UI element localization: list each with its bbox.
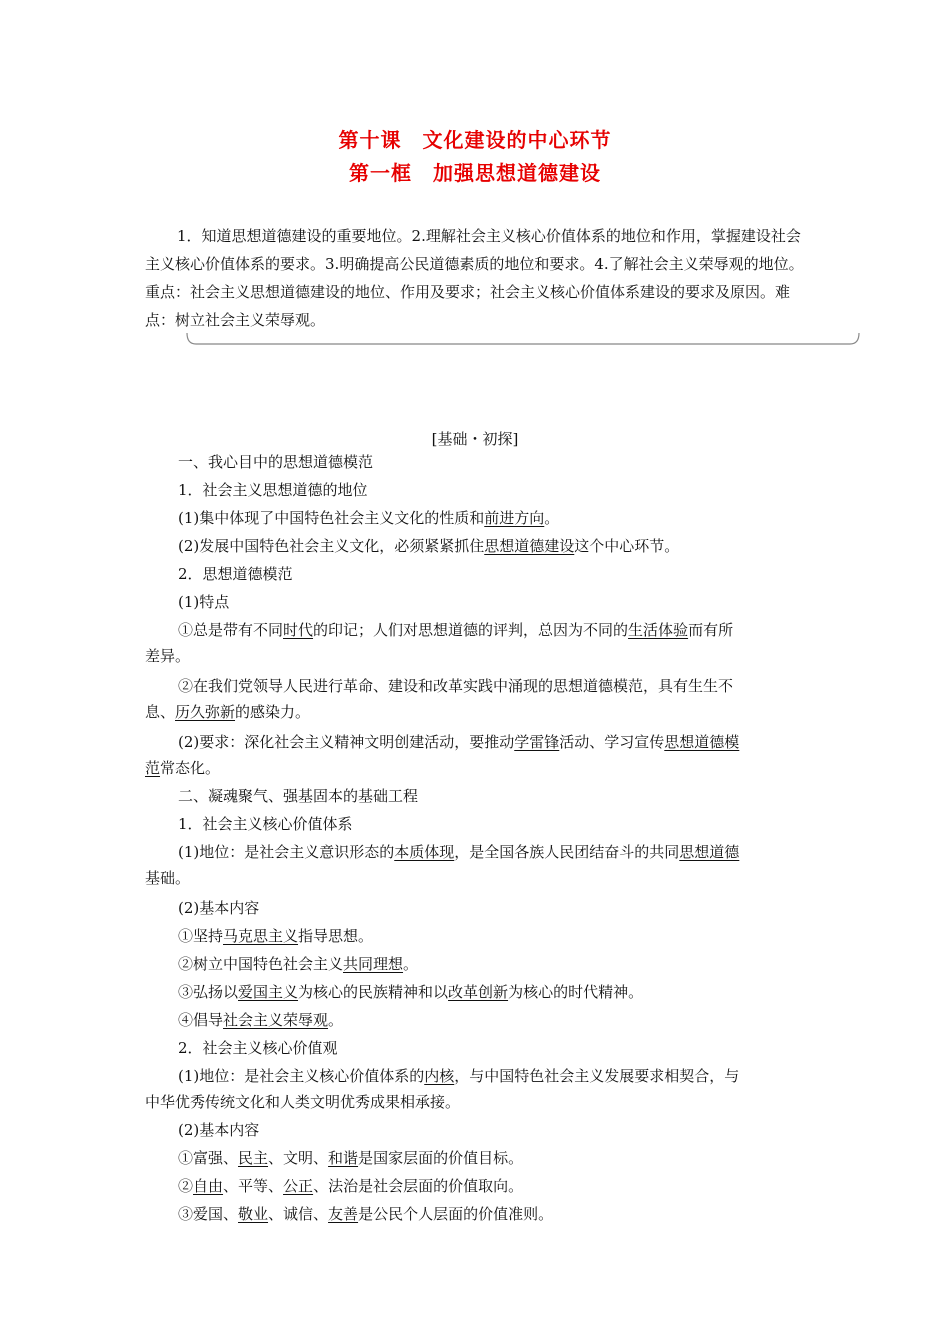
text-segment: 基础。 — [145, 869, 191, 887]
fill-in-answer: 思想道德模 — [664, 733, 740, 751]
fill-in-answer: 民主 — [238, 1149, 269, 1167]
text-segment: ①总是带有不同 — [178, 621, 284, 639]
text-line — [178, 898, 259, 918]
text-segment: 是国家层面的价值目标。 — [358, 1149, 524, 1167]
fill-in-answer: 社会主义荣辱观 — [223, 1011, 329, 1029]
text-segment: 、法治是社会层面的价值取向。 — [313, 1177, 524, 1195]
text-line — [178, 842, 739, 862]
text-segment: 活动、学习宣传 — [559, 733, 665, 751]
text-segment: 2．思想道德模范 — [178, 565, 293, 583]
text-segment: ①坚持 — [178, 927, 224, 945]
fill-in-answer: 本质体现 — [394, 843, 455, 861]
text-segment: (1)特点 — [178, 593, 230, 611]
text-segment: ③弘扬以 — [178, 983, 239, 1001]
text-segment: 。 — [544, 509, 560, 527]
fill-in-answer: 改革创新 — [448, 983, 509, 1001]
text-line — [178, 786, 418, 806]
fill-in-answer: 生活体验 — [628, 621, 689, 639]
text-line — [145, 868, 190, 888]
text-segment: 二、凝魂聚气、强基固本的基础工程 — [178, 787, 419, 805]
text-segment: 。 — [328, 1011, 344, 1029]
text-line — [178, 1148, 523, 1168]
text-segment: ② — [178, 1177, 194, 1195]
text-line — [178, 620, 733, 640]
fill-in-answer: 思想道德建设 — [484, 537, 575, 555]
fill-in-answer: 自由 — [193, 1177, 224, 1195]
text-line — [178, 1176, 523, 1196]
text-line — [178, 592, 229, 612]
fill-in-answer: 内核 — [424, 1067, 455, 1085]
text-segment: 中华优秀传统文化和人类文明优秀成果相承接。 — [145, 1093, 461, 1111]
fill-in-answer: 范 — [145, 759, 161, 777]
text-segment: ④倡导 — [178, 1011, 224, 1029]
fill-in-answer: 马克思主义 — [223, 927, 299, 945]
text-segment: 息、 — [145, 703, 176, 721]
text-line — [178, 1038, 338, 1058]
text-segment: 2．社会主义核心价值观 — [178, 1039, 338, 1057]
text-segment: 为核心的时代精神。 — [508, 983, 644, 1001]
text-segment: (2)基本内容 — [178, 1121, 260, 1139]
fill-in-answer: 学雷锋 — [514, 733, 560, 751]
fill-in-answer: 爱国主义 — [238, 983, 299, 1001]
text-segment: ②树立中国特色社会主义 — [178, 955, 344, 973]
fill-in-answer: 共同理想 — [343, 955, 404, 973]
text-line — [178, 480, 368, 500]
text-segment: (2)要求：深化社会主义精神文明创建活动，要推动 — [178, 733, 515, 751]
lesson-title: 第十课 文化建设的中心环节 — [338, 128, 612, 152]
frame-title: 第一框 加强思想道德建设 — [349, 161, 601, 185]
text-segment: ，是全国各族人民团结奋斗的共同 — [454, 843, 680, 861]
fill-in-answer: 前进方向 — [484, 509, 545, 527]
text-segment: ，与中国特色社会主义发展要求相契合，与 — [454, 1067, 740, 1085]
text-line — [178, 1010, 343, 1030]
text-segment: (2)发展中国特色社会主义文化，必须紧紧抓住 — [178, 537, 485, 555]
text-line — [178, 954, 418, 974]
text-line — [178, 1120, 259, 1140]
text-segment: (2)基本内容 — [178, 899, 260, 917]
text-segment: 的感染力。 — [235, 703, 311, 721]
text-segment: 一、我心目中的思想道德模范 — [178, 453, 374, 471]
text-segment: 、平等、 — [223, 1177, 284, 1195]
text-segment: 差异。 — [145, 647, 191, 665]
learning-goals: 1．知道思想道德建设的重要地位。2.理解社会主义核心价值体系的地位和作用，掌握建设社会主义核心价值体系的要求。3.明确提高公民道德素质的地位和要求。4.了解社会主义荣辱观的地位。重点：社会主义思想道德建设的地位、作用及要求；社会主义核心价值体系建设的要求及原因。难点：树立社会主义荣辱观。 — [145, 227, 804, 329]
text-line — [178, 732, 739, 752]
text-line — [178, 676, 733, 696]
text-segment: 这个中心环节。 — [574, 537, 680, 555]
text-segment: (1)地位：是社会主义核心价值体系的 — [178, 1067, 425, 1085]
goals-frame-bracket — [186, 332, 860, 346]
text-segment: 1．社会主义核心价值体系 — [178, 815, 353, 833]
text-segment: (1)地位：是社会主义意识形态的 — [178, 843, 395, 861]
text-line — [178, 1204, 553, 1224]
text-line — [178, 982, 643, 1002]
fill-in-answer: 时代 — [283, 621, 314, 639]
fill-in-answer: 历久弥新 — [175, 703, 236, 721]
fill-in-answer: 公正 — [283, 1177, 314, 1195]
text-segment: ①富强、 — [178, 1149, 239, 1167]
text-segment: 常态化。 — [160, 759, 221, 777]
text-line — [145, 758, 220, 778]
text-line — [178, 564, 293, 584]
fill-in-answer: 和谐 — [328, 1149, 359, 1167]
text-line — [178, 926, 373, 946]
text-line — [145, 702, 310, 722]
fill-in-answer: 思想道德 — [679, 843, 740, 861]
text-segment: 、文明、 — [268, 1149, 329, 1167]
text-segment: ②在我们党领导人民进行革命、建设和改革实践中涌现的思想道德模范，具有生生不 — [178, 677, 734, 695]
text-segment: 、诚信、 — [268, 1205, 329, 1223]
text-line — [178, 536, 679, 556]
text-segment: 的印记；人们对思想道德的评判，总因为不同的 — [313, 621, 629, 639]
text-segment: ③爱国、 — [178, 1205, 239, 1223]
text-segment: 指导思想。 — [298, 927, 374, 945]
text-segment: 。 — [403, 955, 419, 973]
text-line — [178, 508, 559, 528]
text-segment: 为核心的民族精神和以 — [298, 983, 449, 1001]
text-segment: (1)集中体现了中国特色社会主义文化的性质和 — [178, 509, 485, 527]
fill-in-answer: 友善 — [328, 1205, 359, 1223]
text-line — [145, 1092, 460, 1112]
text-line — [178, 452, 373, 472]
text-segment: 1．社会主义思想道德的地位 — [178, 481, 368, 499]
text-line — [178, 814, 353, 834]
text-line — [145, 646, 190, 666]
text-segment: 而有所 — [688, 621, 734, 639]
section-header: [基础・初探] — [431, 430, 519, 448]
text-line — [178, 1066, 739, 1086]
text-segment: 是公民个人层面的价值准则。 — [358, 1205, 554, 1223]
fill-in-answer: 敬业 — [238, 1205, 269, 1223]
